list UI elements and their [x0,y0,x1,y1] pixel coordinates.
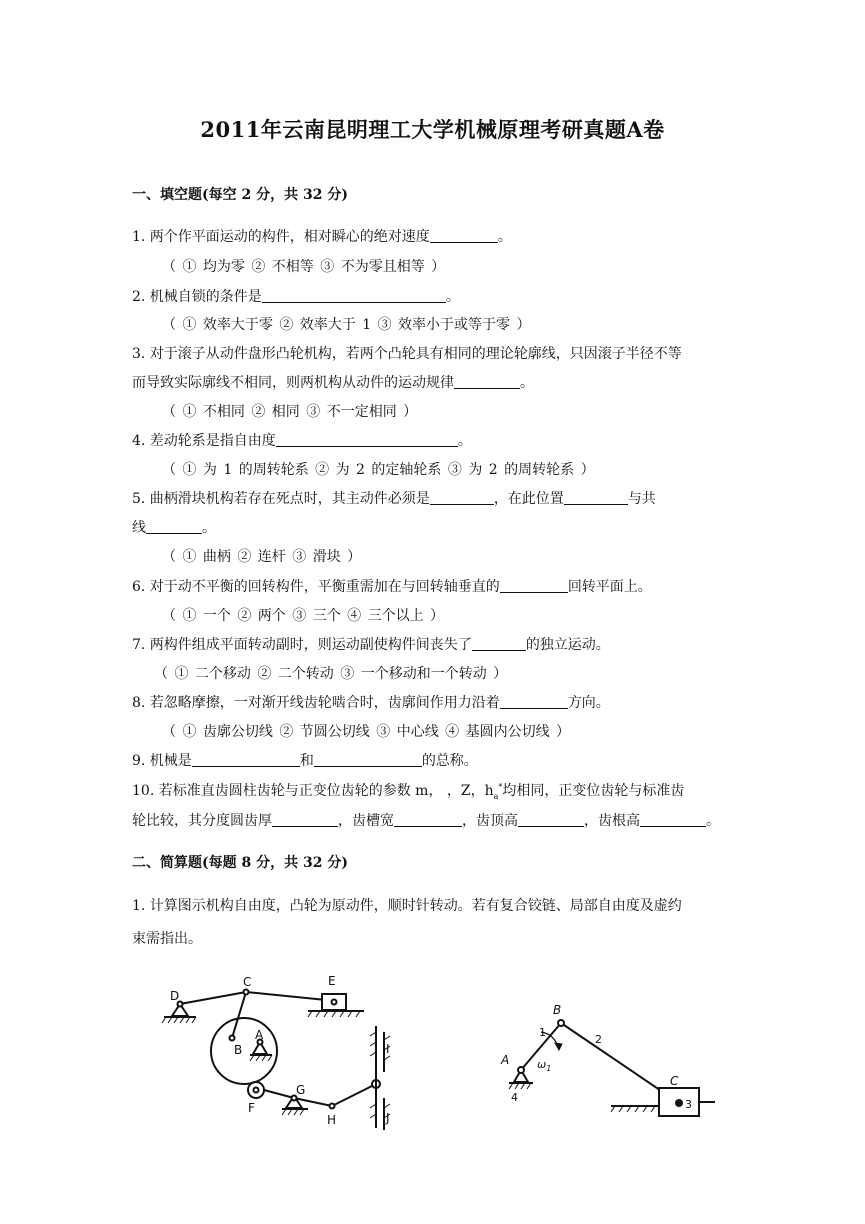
label-j: J [386,1111,390,1125]
question-9-text: 9. 机械是 [132,753,192,769]
label-a2: A [501,1053,510,1067]
blank [146,519,202,534]
section-2-question-1: 1. 计算图示机构自由度，凸轮为原动件，顺时针转动。若有复合铰链、局部自由度及虚约 [132,898,682,914]
question-8-options: （ ① 齿廓公切线 ② 节圆公切线 ③ 中心线 ④ 基圆内公切线 ） [162,724,571,740]
question-3-end: 。 [520,375,534,391]
question-6 [132,576,652,596]
question-10-superscript: * [498,782,503,792]
question-7-text: 7. 两构件组成平面转动副时，则运动副使构件间丧失了 [132,637,472,653]
question-10-p3: ，齿顶高 [462,813,518,829]
blank [454,374,520,389]
question-3: 3. 对于滚子从动件盘形凸轮机构，若两个凸轮具有相同的理论轮廓线，只因滚子半径不等 [132,346,682,362]
section-2-heading: 二、简算题(每题 8 分，共 32 分) [132,855,348,871]
question-5-end: 。 [202,520,216,536]
blank [314,752,422,767]
question-2 [132,286,460,306]
label-d: D [170,989,180,1003]
question-10-text-2: 轮比较，其分度圆齿厚 [132,813,272,829]
label-link-2: 2 [595,1033,602,1046]
blank [518,812,584,827]
label-link-3: 3 [685,1098,692,1111]
slider-crank-figure [495,998,725,1128]
question-4-text: 4. 差动轮系是指自由度 [132,433,276,449]
question-5-text-2: 线 [132,520,146,536]
question-2-end: 。 [445,289,460,305]
question-4-options: （ ① 为 1 的周转轮系 ② 为 2 的定轴轮系 ③ 为 2 的周转轮系 ） [162,462,595,478]
question-6-text: 6. 对于动不平衡的回转构件，平衡重需加在与回转轴垂直的 [132,579,500,595]
page-title: 2011年云南昆明理工大学机械原理考研真题A卷 [200,117,665,142]
blank [394,812,462,827]
blank [276,432,458,447]
question-10-line-2 [132,810,720,830]
blank [472,636,526,651]
question-10-text: 10. 若标准直齿圆柱齿轮与正变位齿轮的参数 m， ，Z，h [132,783,494,799]
blank [272,812,338,827]
section-2-question-1-line-2: 束需指出。 [132,931,202,947]
blank [500,694,568,709]
question-3-line-2 [132,372,534,392]
question-5-text: 5. 曲柄滑块机构若存在死点时，其主动件必须是 [132,491,430,507]
question-4 [132,430,472,450]
question-10-p4: ，齿根高 [584,813,640,829]
question-2-text: 2. 机械自锁的条件是 [132,289,262,305]
question-3-options: （ ① 不相同 ② 相同 ③ 不一定相同 ） [162,404,418,420]
question-8-text: 8. 若忽略摩擦，一对渐开线齿轮啮合时，齿廓间作用力沿着 [132,695,500,711]
question-3-text-2: 而导致实际廓线不相同，则两机构从动件的运动规律 [132,375,454,391]
label-b2: B [553,1003,562,1017]
question-8-tail: 方向。 [567,695,610,711]
question-10-p2: ，齿槽宽 [338,813,394,829]
blank [500,578,568,593]
question-4-end: 。 [457,433,472,449]
question-9-tail: 的总称。 [421,753,478,769]
omega-letter: ω [537,1058,547,1071]
section-1-heading: 一、填空题(每空 2 分，共 32 分) [132,187,348,203]
blank [640,812,706,827]
label-h: H [327,1113,337,1127]
question-5-mid: ，在此位置 [493,491,564,507]
question-1-options: （ ① 均为零 ② 不相等 ③ 不为零且相等 ） [162,259,446,275]
label-b: B [234,1043,243,1057]
question-10-text-b: 均相同，正变位齿轮与标准齿 [502,783,685,799]
blank [564,490,628,505]
question-6-options: （ ① 一个 ② 两个 ③ 三个 ④ 三个以上 ） [162,608,445,624]
label-a: A [255,1028,264,1042]
label-e: E [328,974,336,988]
question-2-options: （ ① 效率大于零 ② 效率大于 1 ③ 效率小于或等于零 ） [162,317,531,333]
label-f: F [248,1101,255,1115]
question-5 [132,488,656,508]
question-1-text: 1. 两个作平面运动的构件，相对瞬心的绝对速度 [132,229,430,245]
cam-mechanism-figure [150,968,410,1138]
question-1 [132,226,512,246]
blank [430,228,498,243]
omega-subscript: 1 [546,1064,552,1073]
blank [430,490,494,505]
question-5-options: （ ① 曲柄 ② 连杆 ③ 滑块 ） [162,549,362,565]
question-8 [132,692,610,712]
label-link-4: 4 [511,1091,518,1104]
label-g: G [296,1083,306,1097]
question-7-options: （ ① 二个移动 ② 二个转动 ③ 一个移动和一个转动 ） [154,666,508,682]
label-c: C [243,975,252,989]
question-10-subscript: a [493,791,499,801]
label-link-1: 1 [539,1026,546,1039]
question-1-end: 。 [497,229,512,245]
question-10 [132,780,684,801]
question-5-line-2 [132,517,216,537]
question-9 [132,750,478,770]
label-c2: C [670,1074,679,1088]
question-5-tail: 与共 [627,491,656,507]
blank [192,752,300,767]
label-i: I [386,1042,390,1056]
question-6-tail: 回转平面上。 [567,579,652,595]
omega-symbol [537,1058,551,1073]
question-9-mid: 和 [299,753,314,769]
question-7-tail: 的独立运动。 [525,637,610,653]
question-7 [132,634,610,654]
question-10-end: 。 [706,813,720,829]
blank [262,288,446,303]
